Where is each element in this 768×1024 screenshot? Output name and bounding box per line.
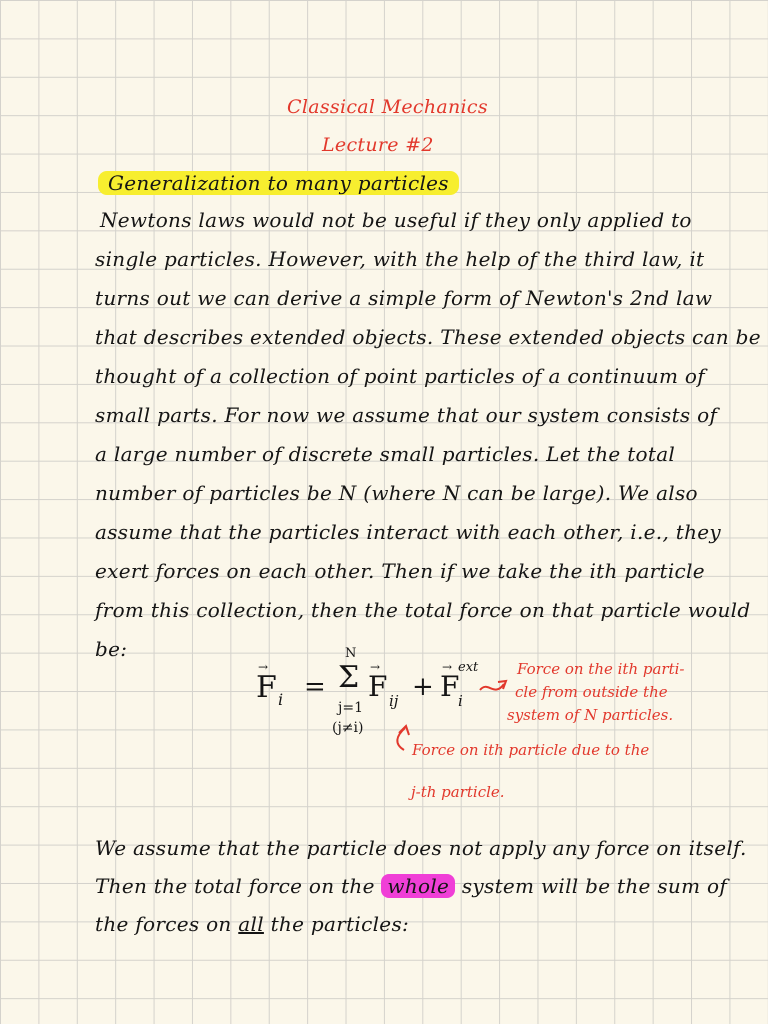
vector-arrow: →: [370, 660, 381, 674]
body-line: single particles. However, with the help of the third law, it: [95, 247, 705, 271]
sum-symbol: Σ: [338, 660, 360, 695]
body-line: turns out we can derive a simple form of Newton's 2nd law: [95, 286, 713, 310]
note-line: cle from outside the: [515, 683, 668, 701]
highlighted-word: whole: [381, 874, 455, 898]
note-line: Force on the ith parti-: [517, 660, 685, 678]
vector-arrow: →: [258, 660, 269, 674]
term2-superscript: ext: [458, 660, 479, 675]
vector-arrow: →: [442, 660, 453, 674]
body-line: thought of a collection of point particles of a continuum of: [95, 364, 705, 388]
closing-line-3: [95, 912, 409, 936]
underlined-word: all: [238, 912, 264, 936]
note-line: Force on ith particle due to the: [412, 741, 650, 759]
body-line: exert forces on each other. Then if we take the ith particle: [95, 559, 705, 583]
closing-line-2: [95, 874, 727, 898]
lecture-number: Lecture #2: [322, 134, 434, 156]
note-line: j-th particle.: [411, 783, 505, 801]
term1-subscript: ij: [389, 692, 399, 710]
equals-sign: =: [304, 672, 326, 702]
lhs-symbol: F: [256, 670, 277, 705]
body-line: Newtons laws would not be useful if they only applied to: [100, 208, 692, 232]
section-heading: Generalization to many particles: [98, 171, 459, 195]
body-line: number of particles be N (where N can be large). We also: [95, 481, 698, 505]
sum-condition: (j≠i): [332, 720, 364, 736]
body-line: from this collection, then the total force on that particle would: [95, 598, 751, 622]
body-line: that describes extended objects. These extended objects can be: [95, 325, 761, 349]
external-arrow-icon: [480, 684, 504, 690]
text-span: Then the total force on the: [95, 874, 375, 898]
page-title: Classical Mechanics: [287, 96, 488, 118]
body-line: be:: [95, 637, 128, 661]
text-span: system will be the sum of: [461, 874, 728, 898]
text-span: the forces on: [95, 912, 232, 936]
body-line: a large number of discrete small particles. Let the total: [95, 442, 676, 466]
lhs-subscript: i: [278, 690, 284, 709]
term1-symbol: F: [368, 670, 388, 703]
sum-upper-limit: N: [345, 646, 357, 661]
text-span: the particles:: [270, 912, 410, 936]
sum-lower-limit: j=1: [338, 700, 363, 716]
note-line: system of N particles.: [507, 706, 674, 724]
body-line: assume that the particles interact with each other, i.e., they: [95, 520, 722, 544]
term2-symbol: F: [440, 670, 460, 703]
body-line: small parts. For now we assume that our system consists of: [95, 403, 718, 427]
term2-subscript: i: [458, 692, 463, 710]
plus-sign: +: [412, 672, 434, 702]
closing-line-1: We assume that the particle does not apply any force on itself.: [95, 836, 747, 860]
